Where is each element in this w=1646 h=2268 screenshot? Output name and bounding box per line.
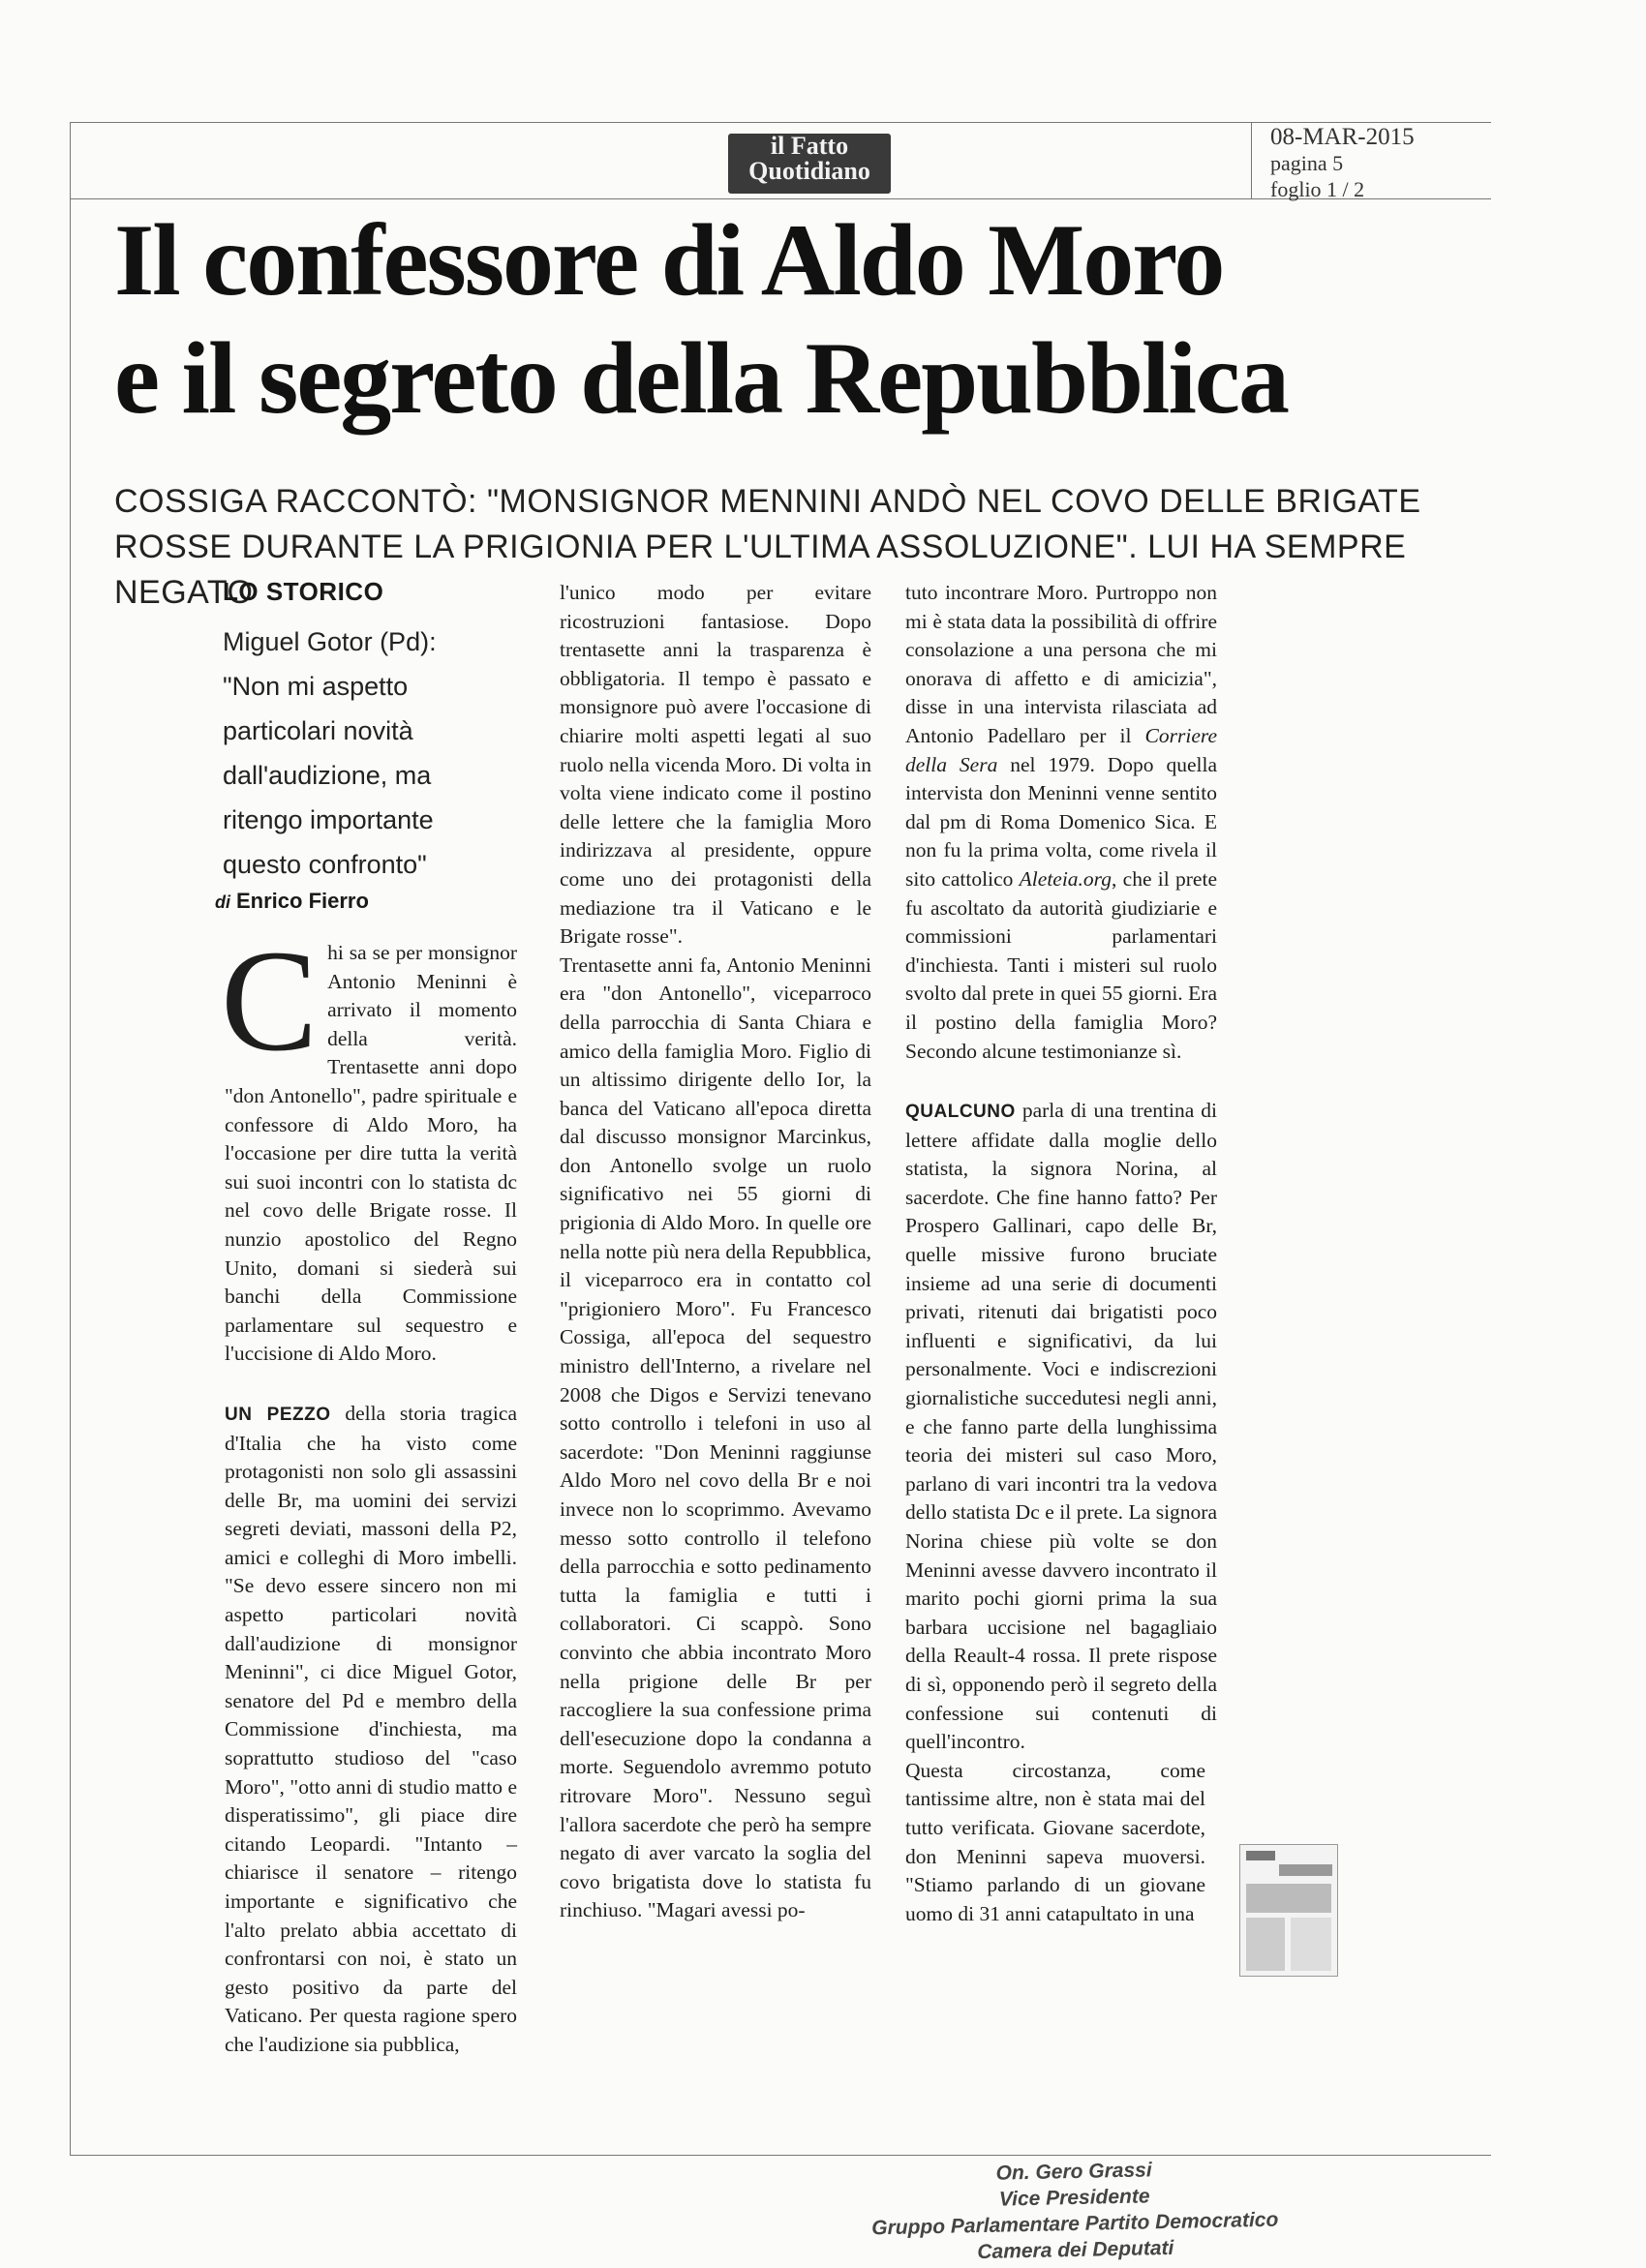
stamp-line: Gruppo Parlamentare Partito Democratico <box>871 2208 1279 2240</box>
article-column-3 <box>905 579 1217 1928</box>
sidebar-quote-line: questo confronto" <box>223 850 427 879</box>
page-meta <box>1270 124 1415 202</box>
article-paragraph <box>221 921 517 1369</box>
byline <box>215 889 369 914</box>
logo-line-2: Quotidiano <box>748 157 870 185</box>
sidebar-quote <box>223 620 474 887</box>
paragraph-text: tuto incontrare Moro. Purtroppo non mi è stata data la possibilità di offrire consolazione a una persona che mi onorava di affetto e di amicizia", disse in una intervista rilasciata ad Antonio Padellaro per il <box>905 581 1217 747</box>
headline-line-2: e il segreto della Repubblica <box>114 321 1288 435</box>
publication-date: 08-MAR-2015 <box>1270 124 1415 150</box>
drop-cap: C <box>221 921 319 1081</box>
paragraph-text: , che il prete fu ascoltato da autorità giudiziarie e commissioni parlamentari d'inchiesta. Tanti i misteri sul ruolo svolto dal prete in quei 55 giorni. Era il postino della famiglia Moro? Secondo alcune testimonianze sì. <box>905 866 1217 1063</box>
subhead-line-2: ROSSE DURANTE LA PRIGIONIA PER L'ULTIMA ASSOLUZIONE". LUI HA SEMPRE NEGATO <box>114 529 1407 611</box>
subhead-line-1: COSSIGA RACCONTÒ: "MONSIGNOR MENNINI ANDÒ NEL COVO DELLE BRIGATE <box>114 483 1421 520</box>
sidebar-quote-line: particolari novità <box>223 716 413 745</box>
article-paragraph <box>225 1400 517 2060</box>
signature-stamp <box>841 2154 1308 2268</box>
sidebar-quote-line: dall'audizione, ma <box>223 761 432 790</box>
logo-line-1: il Fatto <box>770 132 849 160</box>
paragraph-text: della storia tragica d'Italia che ha visto come protagonisti non solo gli assassini delle Br, ma uomini dei servizi segreti deviati, massoni della P2, amici e colleghi di Moro imbelli. "Se devo essere sincero non mi aspetto particolari novità dall'audizione di monsignor Meninni", ci dice Miguel Gotor, senatore del Pd e membro della Commissione d'inchiesta, ma soprattutto studioso del "caso Moro", "otto anni di studio matto e disperatissimo", gli piace dire citando Leopardi. "Intanto – chiarisce il senatore – ritengo importante e significativo che l'alto prelato abbia accettato di confrontarsi con noi, è stato un gesto positivo da parte del Vaticano. Per questa ragione spero che l'audizione sia pubblica, <box>225 1401 517 2056</box>
page-number: pagina 5 <box>1270 151 1344 175</box>
byline-author: Enrico Fierro <box>236 889 369 913</box>
headline <box>114 201 1470 438</box>
article-column-2 <box>560 579 871 1925</box>
article-paragraph: Questa circostanza, come tantissime altre, non è stata mai del tutto verificata. Giovane sacerdote, don Meninni sapeva muoversi. "Stiamo parlando di un giovane uomo di 31 anni catapultato in una <box>905 1758 1205 1925</box>
paragraph-text: parla di una trentina di lettere affidate dalla moglie dello statista, la signora Norina, al sacerdote. Che fine hanno fatto? Per Prospero Gallinari, capo delle Br, quelle missive furono bruciate insieme ad una serie di documenti privati, ritenuti dai brigatisti poco influenti e significativi, da lui personalmente. Voci e indiscrezioni giornalistiche succedutesi negli anni, e che fanno parte della lunghissima teoria dei misteri sul caso Moro, parlano di vari incontri tra la vedova dello statista Dc e il prete. La signora Norina chiese più volte se don Meninni avesse davvero incontrato il marito pochi giorni prima la sua barbara uccisione nel bagagliaio della Reault-4 rossa. Il prete rispose di sì, opponendo però il segreto della confessione sui contenuti di quell'incontro. <box>905 1099 1218 1754</box>
sidebar-quote-line: Miguel Gotor (Pd): <box>223 627 437 656</box>
sidebar-quote-line: "Non mi aspetto <box>223 672 409 701</box>
article-paragraph <box>905 579 1217 1066</box>
newspaper-logo <box>728 134 891 194</box>
article-paragraph <box>905 1097 1217 1757</box>
stamp-line: On. Gero Grassi <box>995 2159 1152 2185</box>
paragraph-lead: QUALCUNO <box>905 1102 1016 1123</box>
left-frame-line <box>70 122 71 2155</box>
sidebar-quote-line: ritengo importante <box>223 805 434 834</box>
meta-box-divider <box>1251 122 1252 199</box>
stamp-line: Camera dei Deputati <box>977 2236 1174 2264</box>
article-column-1 <box>221 921 517 2060</box>
page-thumbnail <box>1239 1844 1338 1977</box>
article-paragraph: l'unico modo per evitare ricostruzioni fantasiose. Dopo trentasette anni la trasparenza è obbligatoria. Il tempo è passato e monsignore può avere l'occasione di chiarire molti aspetti legati al suo ruolo nella vicenda Moro. Di volta in volta viene indicato come il postino delle lettere che la famiglia Moro indirizzava al presidente, oppure come uno dei protagonisti della mediazione tra il Vaticano e le Brigate rosse". <box>560 581 871 949</box>
top-rule <box>70 122 1491 123</box>
stamp-line: Vice Presidente <box>998 2185 1150 2211</box>
sheet-number: foglio 1 / 2 <box>1270 177 1365 201</box>
paragraph-text: hi sa se per monsignor Antonio Meninni è arrivato il momento della verità. Trentasette anni dopo "don Antonello", padre spirituale e confessore di Aldo Moro, ha l'occasione per dire tutta la verità sui suoi incontri con lo statista dc nel covo delle Brigate rosse. Il nunzio apostolico del Regno Unito, domani si siederà sui banchi della Commissione parlamentare sul sequestro e l'uccisione di Aldo Moro. <box>225 941 517 1366</box>
headline-line-1: Il confessore di Aldo Moro <box>114 203 1224 317</box>
article-paragraph: Trentasette anni fa, Antonio Meninni era "don Antonello", viceparroco della parrocchia di Santa Chiara e amico della famiglia Moro. Figlio di un altissimo dirigente dello Ior, la banca del Vaticano all'epoca diretta dal discusso monsignor Marcinkus, don Antonello svolge un ruolo significativo nei 55 giorni di prigionia di Aldo Moro. In quelle ore nella notte più nera della Repubblica, il viceparroco era in contatto col "prigioniero Moro". Fu Francesco Cossiga, all'epoca del sequestro ministro dell'Interno, a rivelare nel 2008 che Digos e Servizi tenevano sotto controllo i telefoni in uso al sacerdote: "Don Meninni raggiunse Aldo Moro nel covo della Br e noi invece non lo scoprimmo. Avevamo messo sotto controllo il telefono della parrocchia e sotto pedinamento tutta la famiglia e tutti i collaboratori. Ci scappò. Sono convinto che abbia incontrato Moro nella prigione delle Br per raccogliere la sua confessione prima dell'esecuzione dopo la condanna a morte. Seguendolo avremmo potuto ritrovare Moro". Nessuno seguì l'allora sacerdote che però ha sempre negato di aver varcato la soglia del covo brigatista dove lo statista fu rinchiuso. "Magari avessi po- <box>560 953 871 1922</box>
sidebar-kicker: LO STORICO <box>223 577 384 606</box>
byline-prefix: di <box>215 892 230 912</box>
paragraph-lead: UN PEZZO <box>225 1404 331 1425</box>
newspaper-name: Corriere della Sera <box>905 723 1217 776</box>
paragraph-text: nel 1979. Dopo quella intervista don Meninni venne sentito dal pm di Roma Domenico Sica. E non fu la prima volta, come rivela il sito cattolico <box>905 752 1217 891</box>
website-name: Aleteia.org <box>1019 866 1113 891</box>
